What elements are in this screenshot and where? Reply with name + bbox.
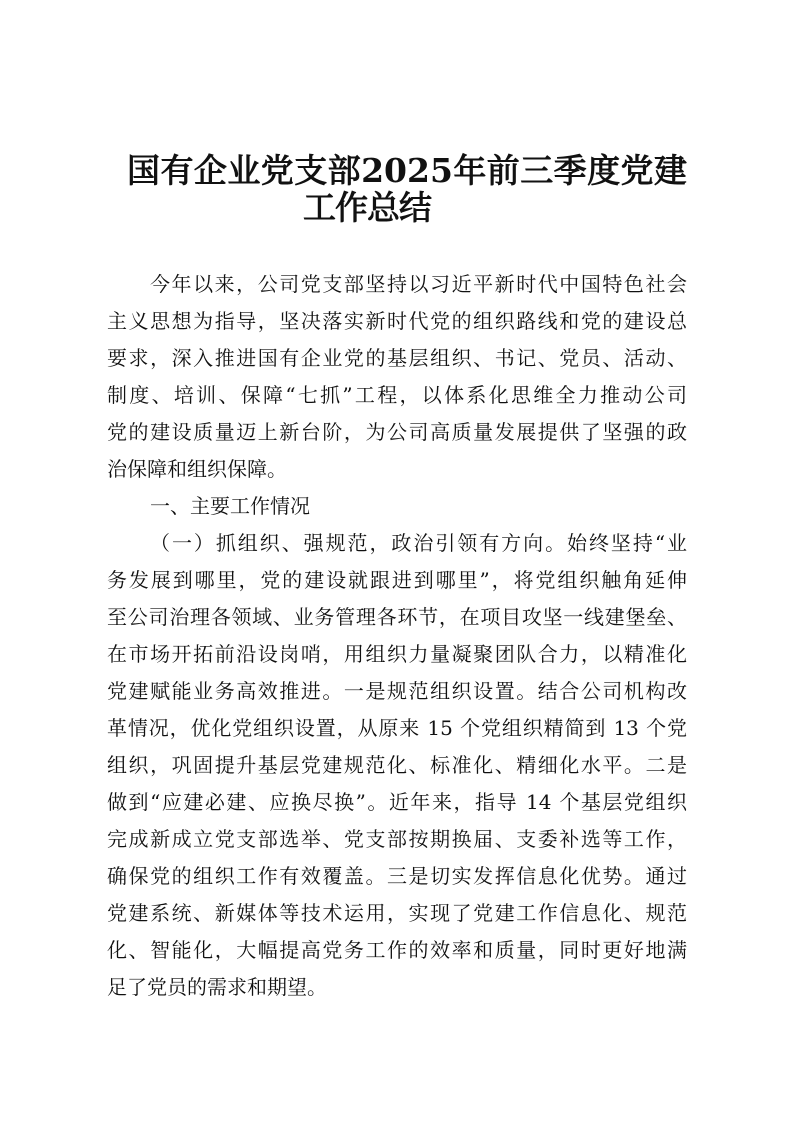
text-line: 今年以来，公司党支部坚持以习近平新时代中国特色社会 — [150, 272, 687, 296]
text-line: 要求，深入推进国有企业党的基层组织、书记、党员、活动、 — [107, 346, 687, 370]
document-title-line-2: 工作总结 — [303, 188, 431, 227]
document-body — [107, 266, 687, 1006]
text-line: 组织，巩固提升基层党建规范化、标准化、精细化水平。二是 — [107, 753, 687, 777]
document-title-line-1: 国有企业党支部2025年前三季度党建 — [127, 151, 687, 190]
paragraph — [107, 525, 687, 1006]
text-line: 做到“应建必建、应换尽换”。近年来，指导 14 个基层党组织 — [107, 790, 687, 814]
text-line: 党建系统、新媒体等技术运用，实现了党建工作信息化、规范 — [107, 901, 687, 925]
text-line: （一）抓组织、强规范，政治引领有方向。始终坚持“业 — [150, 531, 687, 555]
text-line: 一、主要工作情况 — [150, 494, 310, 518]
text-line: 务发展到哪里，党的建设就跟进到哪里”，将党组织触角延伸 — [107, 568, 687, 592]
text-line: 党的建设质量迈上新台阶，为公司高质量发展提供了坚强的政 — [107, 420, 687, 444]
text-line: 治保障和组织保障。 — [107, 457, 287, 481]
text-line: 足了党员的需求和期望。 — [107, 975, 327, 999]
text-line: 制度、培训、保障“七抓”工程，以体系化思维全力推动公司 — [107, 383, 687, 407]
text-line: 党建赋能业务高效推进。一是规范组织设置。结合公司机构改 — [107, 679, 687, 703]
section-heading — [107, 488, 687, 525]
text-line: 化、智能化，大幅提高党务工作的效率和质量，同时更好地满 — [107, 938, 687, 962]
text-line: 主义思想为指导，坚决落实新时代党的组织路线和党的建设总 — [107, 309, 687, 333]
text-line: 至公司治理各领域、业务管理各环节，在项目攻坚一线建堡垒、 — [107, 605, 687, 629]
text-line: 完成新成立党支部选举、党支部按期换届、支委补选等工作， — [107, 827, 687, 851]
text-line: 革情况，优化党组织设置，从原来 15 个党组织精简到 13 个党 — [107, 716, 687, 740]
paragraph — [107, 266, 687, 488]
text-line: 在市场开拓前沿设岗哨，用组织力量凝聚团队合力，以精准化 — [107, 642, 687, 666]
text-line: 确保党的组织工作有效覆盖。三是切实发挥信息化优势。通过 — [107, 864, 687, 888]
